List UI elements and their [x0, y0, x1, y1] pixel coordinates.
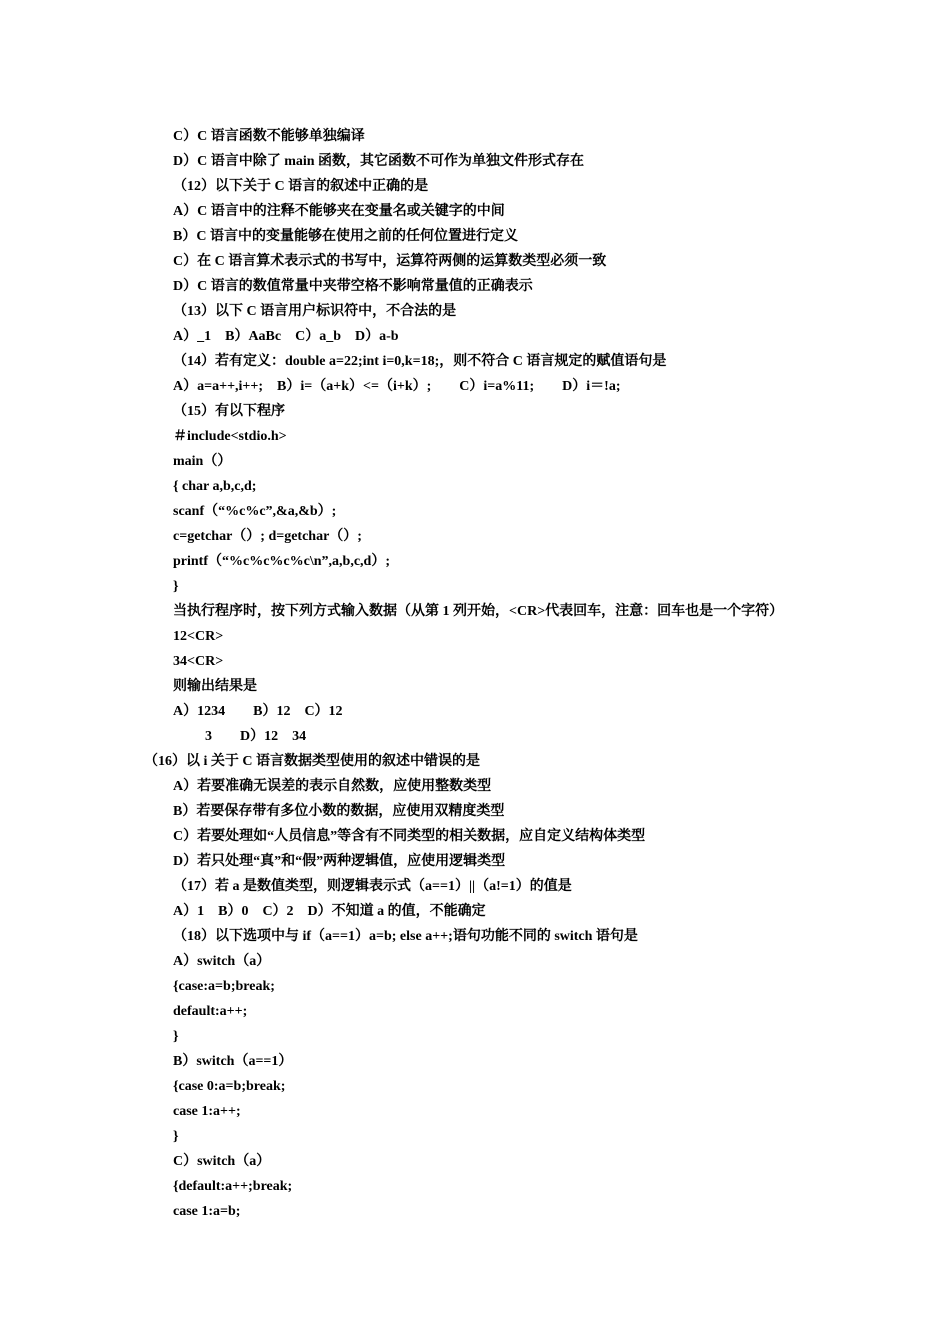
- text-line: A）若要准确无误差的表示自然数，应使用整数类型: [173, 779, 492, 794]
- text-line: scanf（“%c%c”,&a,&b）;: [173, 504, 337, 519]
- text-line: }: [173, 1129, 179, 1144]
- text-line: printf（“%c%c%c%c\n”,a,b,c,d）;: [173, 554, 390, 569]
- text-line: （16）以 i 关于 C 语言数据类型使用的叙述中错误的是: [144, 754, 480, 769]
- text-line: main（）: [173, 454, 232, 469]
- text-line: 34<CR>: [173, 654, 224, 669]
- text-line: （13）以下 C 语言用户标识符中，不合法的是: [173, 304, 457, 319]
- text-line: C）C 语言函数不能够单独编译: [173, 129, 365, 144]
- text-line: }: [173, 579, 179, 594]
- text-line: {case 0:a=b;break;: [173, 1079, 286, 1094]
- text-line: c=getchar（）; d=getchar（）;: [173, 529, 362, 544]
- text-line: （17）若 a 是数值类型，则逻辑表示式（a==1）||（a!=1）的值是: [173, 879, 572, 894]
- text-line: （15）有以下程序: [173, 404, 285, 419]
- text-line: A）1 B）0 C）2 D）不知道 a 的值，不能确定: [173, 904, 486, 919]
- text-line: {default:a++;break;: [173, 1179, 293, 1194]
- text-line: 当执行程序时，按下列方式输入数据（从第 1 列开始，<CR>代表回车，注意：回车也是一个字符）: [173, 604, 784, 619]
- text-line: B）switch（a==1）: [173, 1054, 293, 1069]
- text-line: C）switch（a）: [173, 1154, 271, 1169]
- text-line: { char a,b,c,d;: [173, 479, 257, 494]
- text-line: B）C 语言中的变量能够在使用之前的任何位置进行定义: [173, 229, 518, 244]
- text-line: 3 D）12 34: [205, 729, 307, 744]
- text-line: default:a++;: [173, 1004, 248, 1019]
- text-line: case 1:a++;: [173, 1104, 241, 1119]
- text-line: 则输出结果是: [173, 679, 257, 694]
- text-line: {case:a=b;break;: [173, 979, 275, 994]
- text-line: B）若要保存带有多位小数的数据，应使用双精度类型: [173, 804, 505, 819]
- document-body: [0, 124, 950, 1224]
- text-line: }: [173, 1029, 179, 1044]
- text-line: A）switch（a）: [173, 954, 271, 969]
- text-line: A）C 语言中的注释不能够夹在变量名或关键字的中间: [173, 204, 505, 219]
- text-line: D）C 语言的数值常量中夹带空格不影响常量值的正确表示: [173, 279, 533, 294]
- text-line: （12）以下关于 C 语言的叙述中正确的是: [173, 179, 429, 194]
- text-line: C）在 C 语言算术表示式的书写中，运算符两侧的运算数类型必须一致: [173, 254, 607, 269]
- text-line: ＃include<stdio.h>: [173, 429, 287, 444]
- text-line: C）若要处理如“人员信息”等含有不同类型的相关数据，应自定义结构体类型: [173, 829, 646, 844]
- text-line: A）_1 B）AaBc C）a_b D）a-b: [173, 329, 399, 344]
- text-line: A）a=a++,i++; B）i=（a+k）<=（i+k）; C）i=a%11; D）i＝!a;: [173, 379, 621, 394]
- text-line: D）若只处理“真”和“假”两种逻辑值，应使用逻辑类型: [173, 854, 506, 869]
- text-line: A）1234 B）12 C）12: [173, 704, 343, 719]
- text-line: D）C 语言中除了 main 函数，其它函数不可作为单独文件形式存在: [173, 154, 585, 169]
- text-line: （14）若有定义：double a=22;int i=0,k=18;，则不符合 C 语言规定的赋值语句是: [173, 354, 667, 369]
- text-line: （18）以下选项中与 if（a==1）a=b; else a++;语句功能不同的 switch 语句是: [173, 929, 638, 944]
- text-line: case 1:a=b;: [173, 1204, 241, 1219]
- text-line: 12<CR>: [173, 629, 224, 644]
